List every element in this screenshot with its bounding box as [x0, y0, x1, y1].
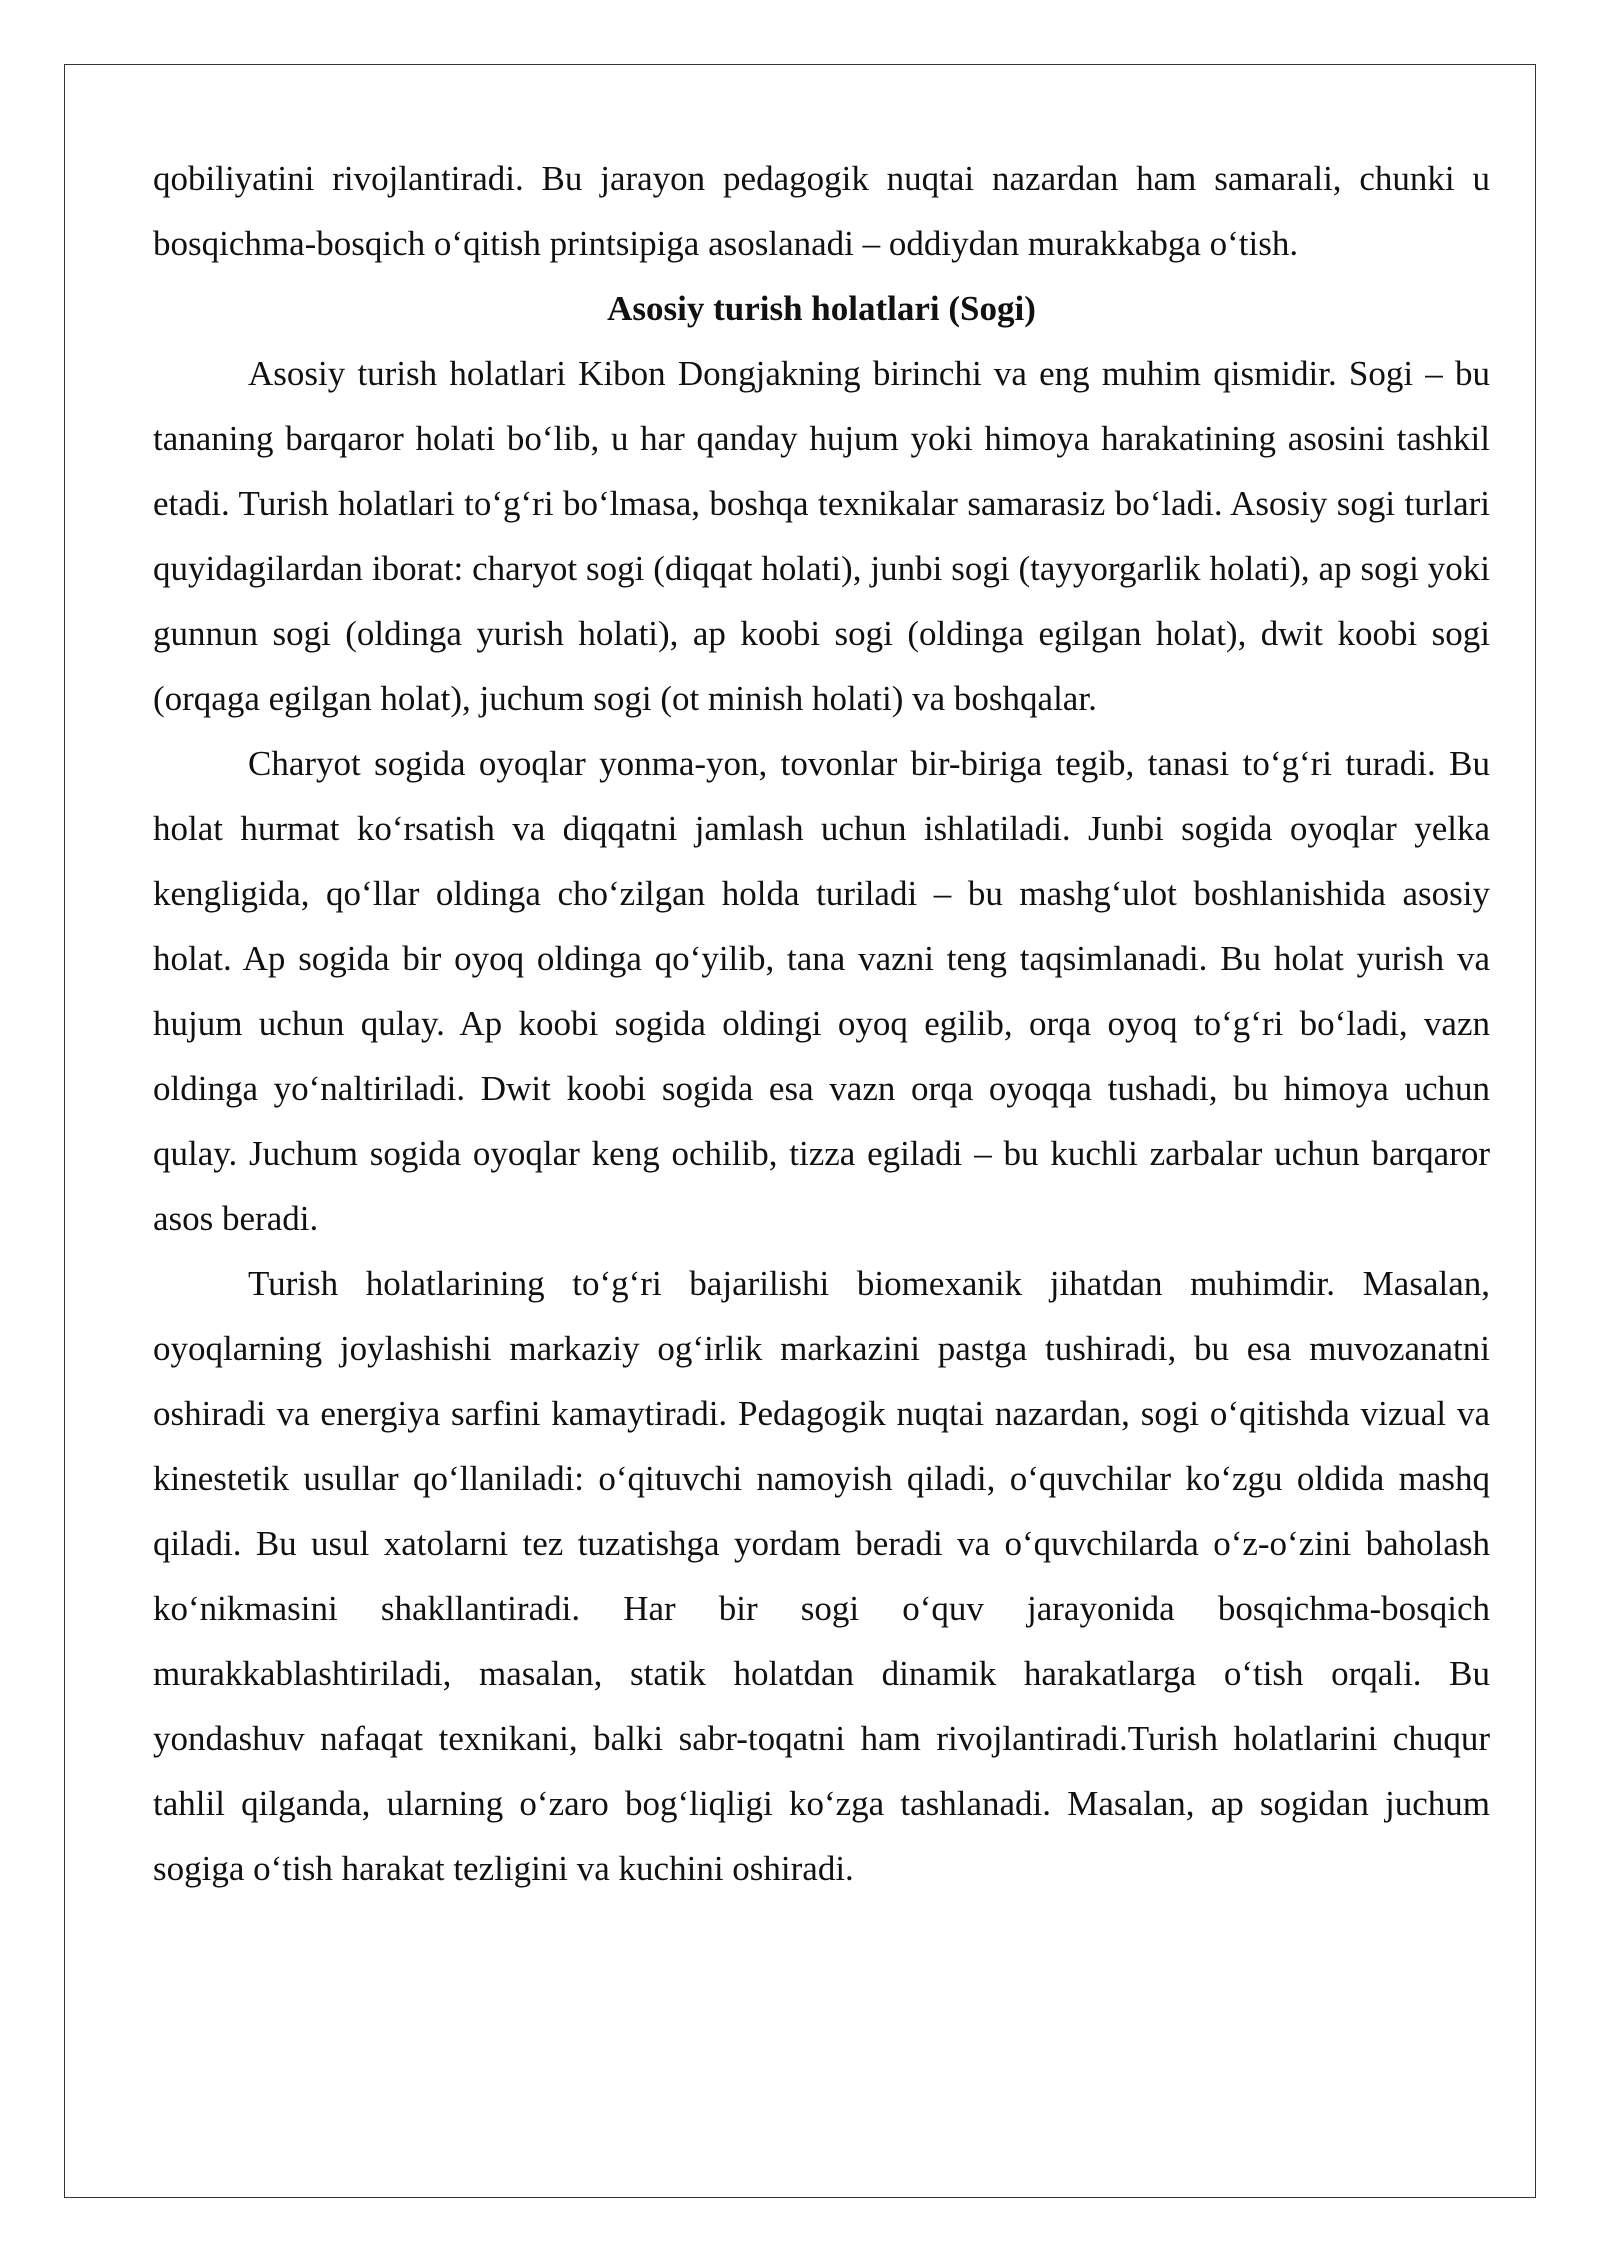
paragraph-sogi-intro: Asosiy turish holatlari Kibon Dongjakning birinchi va eng muhim qismidir. Sogi – bu tananing barqaror holati bo‘lib, u har qanday hujum yoki himoya harakatining asosini tashkil etadi. Turish holatlari to‘g‘ri bo‘lmasa, boshqa texnikalar samarasiz bo‘ladi. Asosiy sogi turlari quyidagilardan iborat: charyot sogi (diqqat holati), junbi sogi (tayyorgarlik holati), ap sogi yoki gunnun sogi (oldinga yurish holati), ap koobi sogi (oldinga egilgan holat), dwit koobi sogi (orqaga egilgan holat), juchum sogi (ot minish holati) va boshqalar.: [153, 354, 1490, 718]
document-body: [153, 146, 1490, 1901]
paragraph-continuation: qobiliyatini rivojlantiradi. Bu jarayon pedagogik nuqtai nazardan ham samarali, chunki u bosqichma-bosqich o‘qitish printsipiga asoslanadi – oddiydan murakkabga o‘tish.: [153, 159, 1490, 263]
paragraph-sogi-types: Charyot sogida oyoqlar yonma-yon, tovonlar bir-biriga tegib, tanasi to‘g‘ri turadi. Bu holat hurmat ko‘rsatish va diqqatni jamlash uchun ishlatiladi. Junbi sogida oyoqlar yelka kengligida, qo‘llar oldinga cho‘zilgan holda turiladi – bu mashg‘ulot boshlanishida asosiy holat. Ap sogida bir oyoq oldinga qo‘yilib, tana vazni teng taqsimlanadi. Bu holat yurish va hujum uchun qulay. Ap koobi sogida oldingi oyoq egilib, orqa oyoq to‘g‘ri bo‘ladi, vazn oldinga yo‘naltiriladi. Dwit koobi sogida esa vazn orqa oyoqqa tushadi, bu himoya uchun qulay. Juchum sogida oyoqlar keng ochilib, tizza egiladi – bu kuchli zarbalar uchun barqaror asos beradi.: [153, 744, 1490, 1238]
section-heading: Asosiy turish holatlari (Sogi): [607, 289, 1036, 328]
paragraph-sogi-biomechanics: Turish holatlarining to‘g‘ri bajarilishi biomexanik jihatdan muhimdir. Masalan, oyoqlarning joylashishi markaziy og‘irlik markazini pastga tushiradi, bu esa muvozanatni oshiradi va energiya sarfini kamaytiradi. Pedagogik nuqtai nazardan, sogi o‘qitishda vizual va kinestetik usullar qo‘llaniladi: o‘qituvchi namoyish qiladi, o‘quvchilar ko‘zgu oldida mashq qiladi. Bu usul xatolarni tez tuzatishga yordam beradi va o‘quvchilarda o‘z-o‘zini baholash ko‘nikmasini shakllantiradi. Har bir sogi o‘quv jarayonida bosqichma-bosqich murakkablashtiriladi, masalan, statik holatdan dinamik harakatlarga o‘tish orqali. Bu yondashuv nafaqat texnikani, balki sabr-toqatni ham rivojlantiradi.Turish holatlarini chuqur tahlil qilganda, ularning o‘zaro bog‘liqligi ko‘zga tashlanadi. Masalan, ap sogidan juchum sogiga o‘tish harakat tezligini va kuchini oshiradi.: [153, 1264, 1490, 1888]
